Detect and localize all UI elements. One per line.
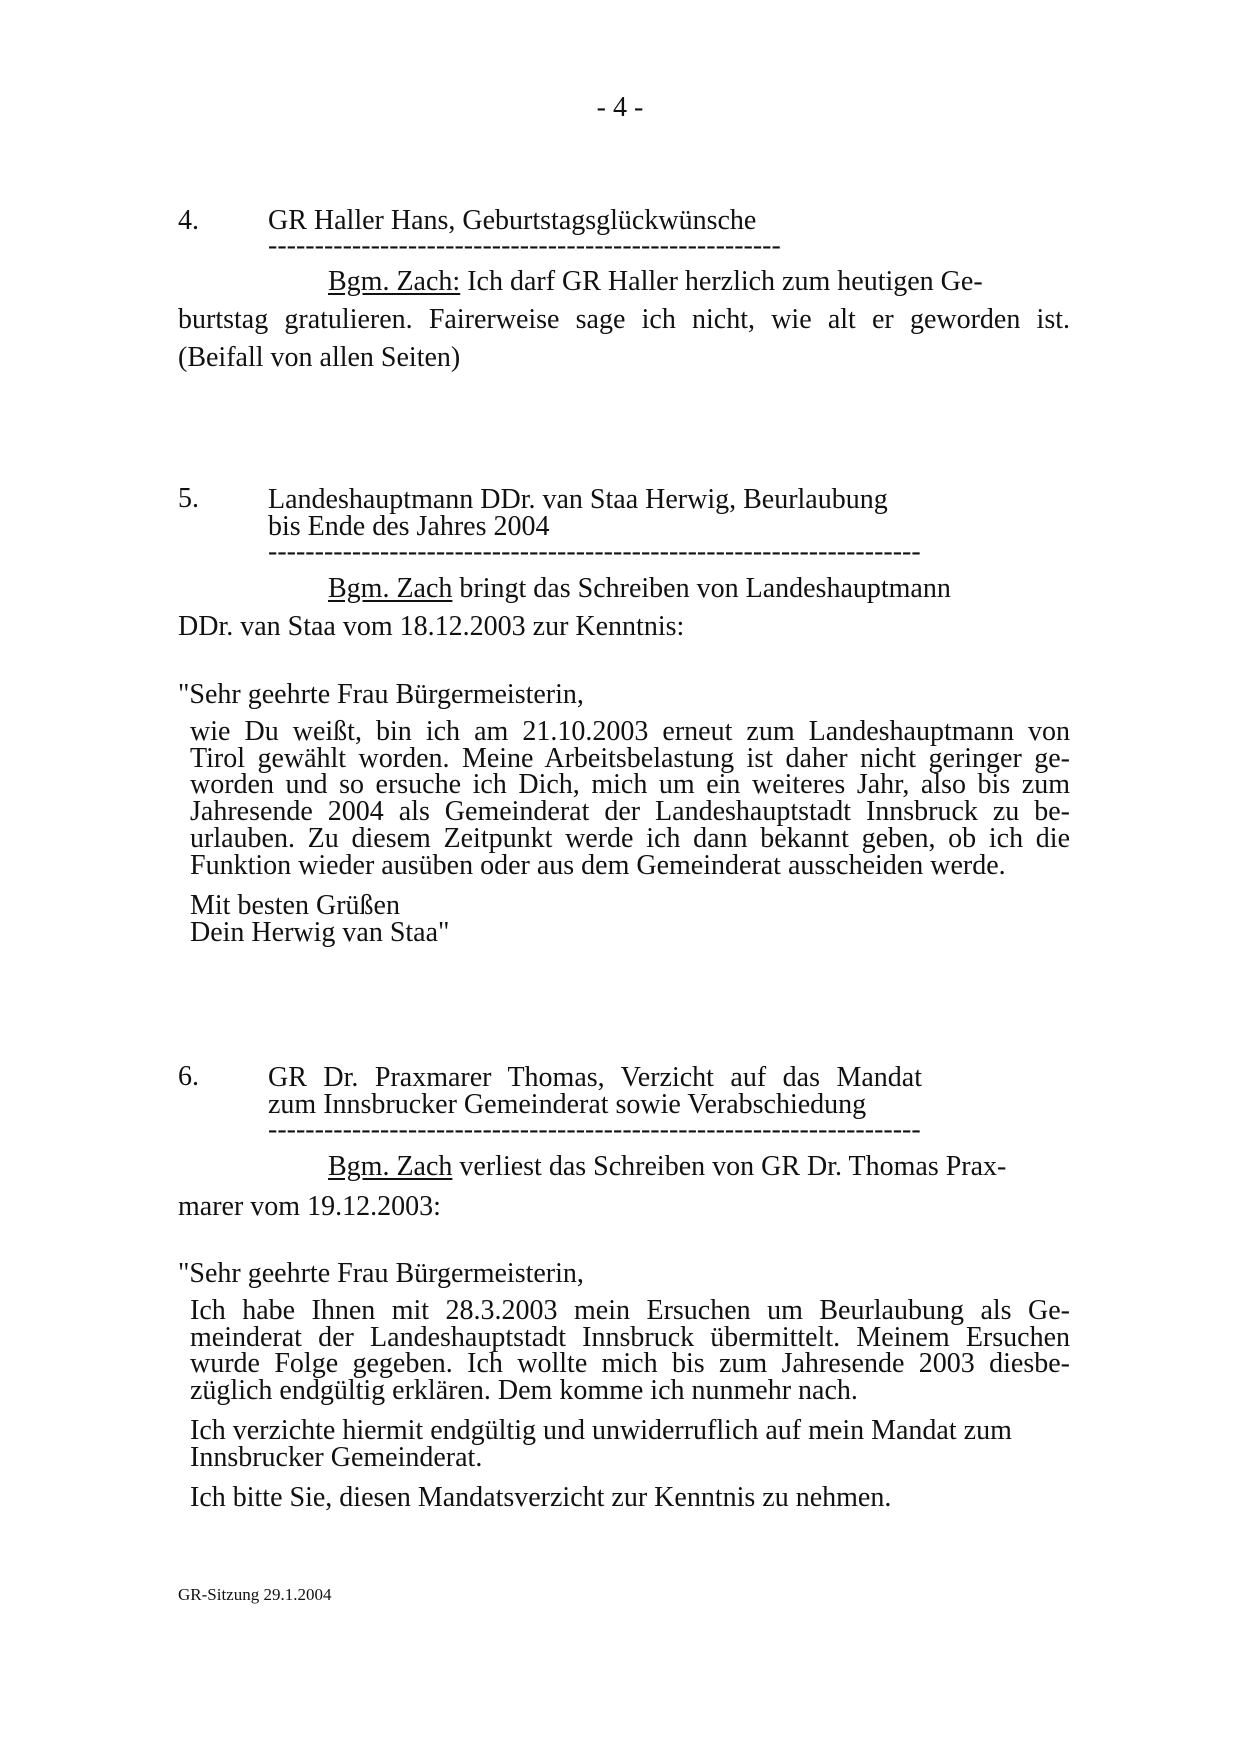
letter-line: worden und so ersuche ich Dich, mich um ein weiteres Jahr, also bis zum xyxy=(190,769,1070,801)
section-5-heading xyxy=(268,486,888,540)
section-6-letter-para-2 xyxy=(190,1415,1070,1473)
section-4-separator xyxy=(268,236,782,256)
section-5-letter-body xyxy=(190,716,1070,881)
speaker-name: Bgm. Zach: xyxy=(328,266,461,297)
section-5-title-line-2: bis Ende des Jahres 2004 xyxy=(268,511,550,542)
section-4-title: GR Haller Hans, Geburtstagsglückwünsche xyxy=(268,205,757,236)
letter-line: Ich habe Ihnen mit 28.3.2003 mein Ersuchen um Beurlaubung als Ge- xyxy=(190,1295,1070,1326)
section-6-separator xyxy=(268,1120,920,1140)
section-5-number: 5. xyxy=(178,483,199,514)
letter-line: meinderat der Landeshauptstadt Innsbruck übermittelt. Meinem Ersuchen xyxy=(190,1321,1070,1353)
section-5-salutation: "Sehr geehrte Frau Bürgermeisterin, xyxy=(178,679,584,710)
section-5-title-line-1: Landeshauptmann DDr. van Staa Herwig, Beurlaubung xyxy=(268,484,888,515)
letter-line: Funktion wieder ausüben oder aus dem Gemeinderat ausscheiden werde. xyxy=(190,849,1006,881)
letter-line: Ich verzichte hiermit endgültig und unwiderruflich auf mein Mandat zum xyxy=(190,1415,1012,1446)
section-4-paragraph xyxy=(178,263,1070,377)
section-6-salutation: "Sehr geehrte Frau Bürgermeisterin, xyxy=(178,1258,584,1289)
letter-line: Ich bitte Sie, diesen Mandatsverzicht zur Kenntnis zu nehmen. xyxy=(190,1482,892,1513)
closing-line-1: Mit besten Grüßen xyxy=(190,890,400,921)
section-6-letter-para-3 xyxy=(190,1482,1070,1513)
section-4-number: 4. xyxy=(178,205,199,236)
page-footer: GR-Sitzung 29.1.2004 xyxy=(178,1585,332,1604)
closing-line-2: Dein Herwig van Staa" xyxy=(190,916,450,948)
section-6-paragraph xyxy=(178,1148,1038,1226)
section-6-heading xyxy=(268,1064,922,1118)
section-6-letter-para-1 xyxy=(190,1295,1070,1407)
section-4-line-3: (Beifall von allen Seiten) xyxy=(178,342,461,373)
section-4-line-2: burtstag gratulieren. Fairerweise sage ich nicht, wie alt er geworden ist. xyxy=(178,304,1070,335)
section-5-closing xyxy=(190,890,1070,948)
section-6-number: 6. xyxy=(178,1061,199,1092)
section-4-heading xyxy=(268,207,756,234)
section-5-line-1: bringt das Schreiben von Landeshauptmann xyxy=(452,573,951,604)
letter-line: Jahresende 2004 als Gemeinderat der Landeshauptstadt Innsbruck zu be- xyxy=(190,796,1070,828)
section-5-separator xyxy=(268,542,920,562)
section-5-paragraph xyxy=(178,570,1070,646)
letter-line: urlauben. Zu diesem Zeitpunkt werde ich dann bekannt geben, ob ich die xyxy=(190,822,1070,854)
letter-line: züglich endgültig erklären. Dem komme ich nunmehr nach. xyxy=(190,1375,858,1407)
letter-line: Tirol gewählt worden. Meine Arbeitsbelastung ist daher nicht geringer ge- xyxy=(190,742,1070,774)
section-6-title-line-2: zum Innsbrucker Gemeinderat sowie Verabschiedung xyxy=(268,1089,867,1120)
letter-line: wurde Folge gegeben. Ich wollte mich bis zum Jahresende 2003 diesbe- xyxy=(190,1348,1070,1380)
section-6-line-1: verliest das Schreiben von GR Dr. Thomas Prax- xyxy=(452,1151,1007,1182)
section-6-line-2: marer vom 19.12.2003: xyxy=(178,1191,441,1222)
letter-line: wie Du weißt, bin ich am 21.10.2003 erneut zum Landeshauptmann von xyxy=(190,716,1070,747)
section-6-title-line-1: GR Dr. Praxmarer Thomas, Verzicht auf das Mandat xyxy=(268,1062,922,1093)
speaker-name: Bgm. Zach xyxy=(328,1151,453,1182)
page-number: - 4 - xyxy=(596,92,644,123)
section-5-line-2: DDr. van Staa vom 18.12.2003 zur Kenntnis: xyxy=(178,611,685,642)
letter-line: Innsbrucker Gemeinderat. xyxy=(190,1441,483,1473)
speaker-name: Bgm. Zach xyxy=(328,573,453,604)
section-4-line-1: Ich darf GR Haller herzlich zum heutigen Ge- xyxy=(460,266,983,297)
